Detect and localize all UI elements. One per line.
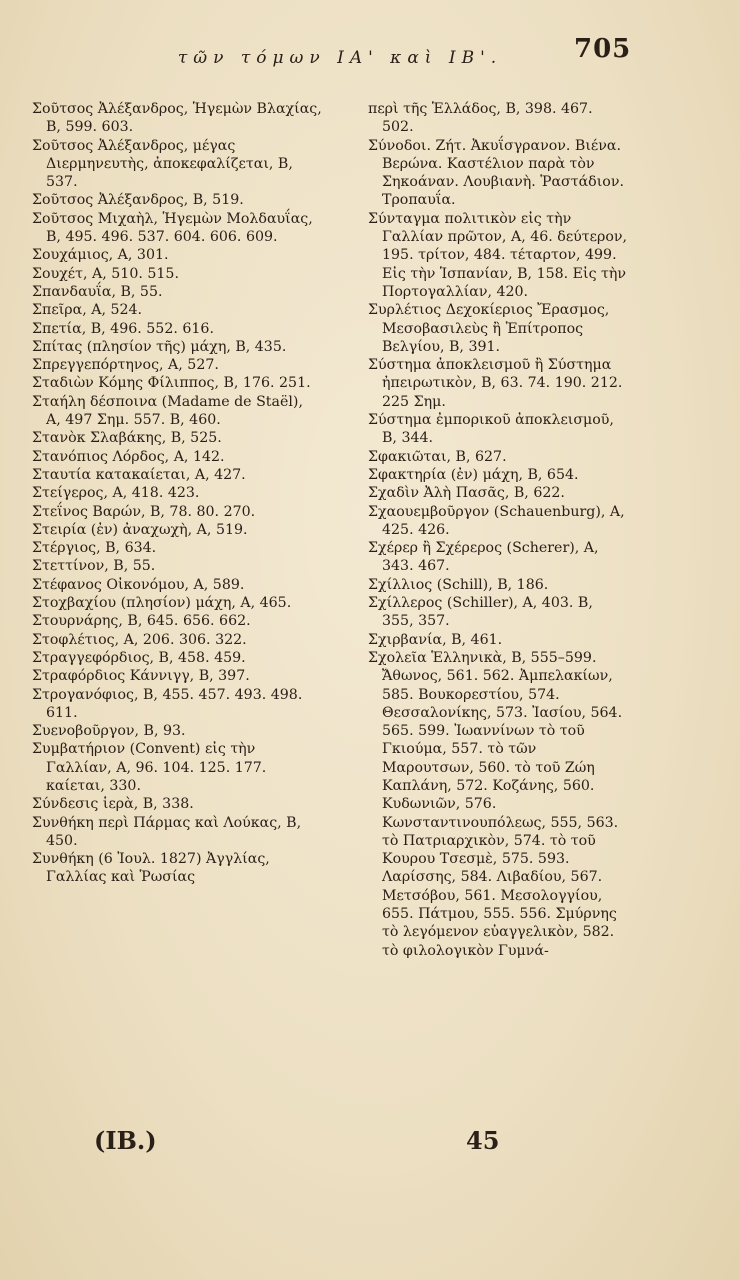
index-entry: Σπίτας (πλησίον τῆς) μάχη, Β, 435. (32, 338, 287, 355)
index-entry: Στέργιος, Β, 634. (32, 540, 157, 557)
index-entry: Σπεῖρα, Α, 524. (32, 302, 143, 319)
index-entry: Στεΐνος Βαρών, Β, 78. 80. 270. (32, 503, 256, 520)
index-entry: Συενοβοῦργον, Β, 93. (32, 723, 186, 740)
index-entry: Σχιρβανία, Β, 461. (368, 631, 503, 648)
index-entry: περὶ τῆς Ἑλλάδος, Β, 398. 467. 502. (368, 101, 593, 136)
index-entry: Συνθήκη (6 Ἰουλ. 1827) Ἀγγλίας, Γαλλίας καὶ Ῥωσίας (32, 851, 270, 886)
index-entry: Σφακιῶται, Β, 627. (368, 448, 507, 465)
index-entry: Σουχάμιος, Α, 301. (32, 247, 169, 264)
index-entry: Στεττίνον, Β, 55. (32, 558, 156, 575)
index-entry: Στανὸκ Σλαβάκης, Β, 525. (32, 430, 222, 447)
index-entry: Σύνταγμα πολιτικὸν εἰς τὴν Γαλλίαν πρῶτον, Α, 46. δεύτερον, 195. τρίτον, 484. τέταρτον, 499. Εἰς τὴν Ἱσπανίαν, Β, 158. Εἰς τὴν Πορτογαλλίαν, 420. (368, 210, 628, 300)
index-entry: Σπανδαυΐα, Β, 55. (32, 283, 163, 300)
index-entry: Σχέρερ ἢ Σχέρερος (Scherer), Α, 343. 467. (368, 540, 599, 575)
index-entry: Σταυτία κατακαίεται, Α, 427. (32, 466, 246, 483)
index-entry: Σπετία, Β, 496. 552. 616. (32, 320, 214, 337)
index-column-left (32, 100, 322, 887)
index-entry: Σταήλη δέσποινα (Madame de Staël), Α, 497 Σημ. 557. Β, 460. (32, 393, 303, 429)
index-entry: Στείγερος, Α, 418. 423. (32, 485, 200, 502)
index-entry: Στειρία (ἐν) ἀναχωχὴ, Α, 519. (32, 521, 248, 538)
index-entry: Σταδιὼν Κόμης Φίλιππος, Β, 176. 251. (32, 375, 311, 392)
index-entry: Σύστημα ἐμπορικοῦ ἀποκλεισμοῦ, Β, 344. (368, 412, 614, 447)
index-column-right (368, 100, 628, 960)
index-entry: Στανόπιος Λόρδος, Α, 142. (32, 448, 225, 465)
index-entry: Στοφλέτιος, Α, 206. 306. 322. (32, 631, 247, 648)
index-entry: Στραγγεφόρδιος, Β, 458. 459. (32, 649, 246, 666)
index-entry: Σύστημα ἀποκλεισμοῦ ἢ Σύστημα ἠπειρωτικὸν, Β, 63. 74. 190. 212. 225 Σημ. (368, 357, 623, 410)
page-number: 705 (574, 34, 632, 64)
running-head: τῶν τόμων ΙΑ' καὶ ΙΒ'. (177, 48, 503, 68)
index-entry: Στραφόρδιος Κάννιγγ, Β, 397. (32, 668, 250, 685)
index-entry: Σοῦτσος Ἀλέξανδρος, Β, 519. (32, 192, 244, 209)
index-entry: Σχίλλιος (Schill), Β, 186. (368, 576, 549, 593)
index-entry: Σχολεῖα Ἑλληνικὰ, Β, 555–599. Ἄθωνος, 561. 562. Ἀμπελακίων, 585. Βουκορεστίου, 574. Θεσσαλονίκης, 573. Ἰασίου, 564. 565. 599. Ἰωαννίνων τὸ τοῦ Γκιούμα, 557. τὸ τῶν Μαρουτσων, 560. τὸ τοῦ Ζώη Καπλάνη, 572. Κοζάνης, 560. Κυδωνιῶν, 576. Κωνσταντινουπόλεως, 555, 563. τὸ Πατριαρχικὸν, 574. τὸ τοῦ Κουρου Τσεσμὲ, 575. 593. Λαρίσσης, 584. Λιβαδίου, 567. Μετσόβου, 561. Μεσολογγίου, 655. Πάτμου, 555. 556. Σμύρνης τὸ λεγόμενον εὐαγγελικὸν, 582. τὸ φιλολογικὸν Γυμνά- (368, 649, 623, 959)
index-entry: Στέφανος Οἰκονόμου, Α, 589. (32, 576, 245, 593)
index-entry: Στοχβαχίου (πλησίον) μάχη, Α, 465. (32, 595, 292, 612)
index-entry: Σχαουεμβοῦργον (Schauenburg), Α, 425. 426. (368, 503, 625, 538)
index-entry: Σπρεγγεπόρτηνος, Α, 527. (32, 357, 219, 374)
index-entry: Σοῦτσος Ἀλέξανδρος, Ἡγεμὼν Βλαχίας, Β, 599. 603. (32, 101, 322, 136)
index-entry: Στουρνάρης, Β, 645. 656. 662. (32, 613, 251, 630)
index-entry: Σοῦτσος Ἀλέξανδρος, μέγας Διερμηνευτὴς, ἀποκεφαλίζεται, Β, 537. (32, 137, 293, 191)
index-entry: Συρλέτιος Δεχοκίεριος Ἔρασμος, Μεσοβασιλεὺς ἢ Ἐπίτροπος Βελγίου, Β, 391. (368, 302, 610, 355)
index-entry: Σύνδεσις ἱερὰ, Β, 338. (32, 796, 194, 813)
signature-mark: (ΙΒ.) (94, 1126, 157, 1155)
index-entry: Στρογανόφιος, Β, 455. 457. 493. 498. 611. (32, 686, 303, 721)
index-entry: Σουχέτ, Α, 510. 515. (32, 265, 179, 282)
index-entry: Σφακτηρία (ἐν) μάχη, Β, 654. (368, 466, 579, 483)
index-entry: Συμβατήριον (Convent) εἰς τὴν Γαλλίαν, Α, 96. 104. 125. 177. καίεται, 330. (32, 741, 267, 794)
index-entry: Σύνοδοι. Ζήτ. Ἀκυΐσγρανον. Βιένα. Βερώνα. Καστέλιον παρὰ τὸν Σηκοάναν. Λουβιανὴ. Ῥαστάδιον. Τροπαυΐα. (368, 137, 624, 209)
index-entry: Σχαδὶν Ἀλὴ Πασᾶς, Β, 622. (368, 485, 565, 502)
index-entry: Σχίλλερος (Schiller), Α, 403. Β, 355, 357. (368, 595, 593, 630)
gathering-number: 45 (466, 1126, 500, 1155)
index-entry: Συνθήκη περὶ Πάρμας καὶ Λούκας, Β, 450. (32, 814, 302, 849)
index-entry: Σοῦτσος Μιχαὴλ, Ἡγεμὼν Μολδαυΐας, Β, 495. 496. 537. 604. 606. 609. (32, 210, 313, 246)
